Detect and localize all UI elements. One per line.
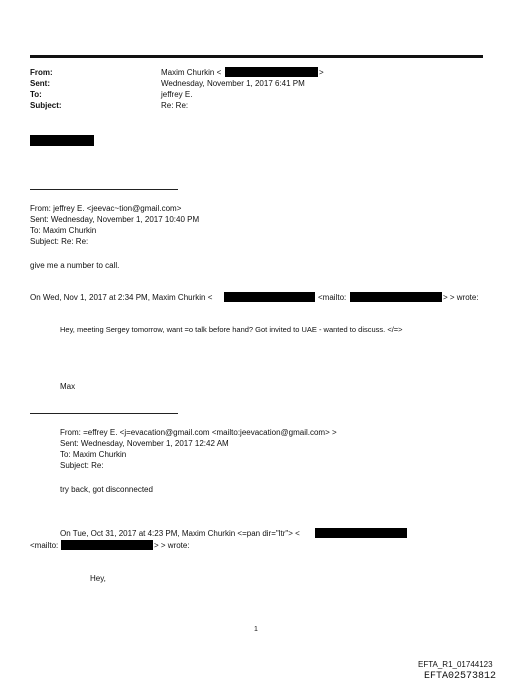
redaction-box <box>350 292 442 302</box>
header-top-rule <box>30 55 483 58</box>
from-label: From: <box>30 68 53 77</box>
redaction-box <box>224 292 315 302</box>
quote1-intro: On Wed, Nov 1, 2017 at 2:34 PM, Maxim Churkin < <box>30 293 213 302</box>
redaction-box <box>315 528 407 538</box>
sent-value: Wednesday, November 1, 2017 6:41 PM <box>161 79 305 88</box>
bates-number-2: EFTA02573812 <box>424 671 497 682</box>
reply1-to: To: Maxim Churkin <box>30 226 97 235</box>
bates-number-1: EFTA_R1_01744123 <box>418 660 493 669</box>
reply1-from: From: jeffrey E. <jeevac~tion@gmail.com> <box>30 204 182 213</box>
subject-value: Re: Re: <box>161 101 189 110</box>
sent-label: Sent: <box>30 79 50 88</box>
redaction-box <box>225 67 318 77</box>
from-value <box>161 68 221 78</box>
quote1-wrote: > > wrote: <box>443 293 479 302</box>
reply1-subject: Subject: Re: Re: <box>30 237 89 246</box>
to-value: jeffrey E. <box>161 90 193 99</box>
reply2-from: From: =effrey E. <j=evacation@gmail.com <mailto:jeevacation@gmail.com> > <box>60 428 337 437</box>
reply2-to: To: Maxim Churkin <box>60 450 127 459</box>
page-number: 1 <box>254 626 258 633</box>
reply1-body: give me a number to call. <box>30 261 120 270</box>
quote1-body: Hey, meeting Sergey tomorrow, want =o talk before hand? Got invited to UAE - wanted to discuss. </=> <box>60 325 403 334</box>
redaction-box <box>61 540 153 550</box>
reply2-sent: Sent: Wednesday, November 1, 2017 12:42 AM <box>60 439 229 448</box>
quote1-mailto: <mailto: <box>318 293 347 302</box>
quote2-intro: On Tue, Oct 31, 2017 at 4:23 PM, Maxim Churkin <=pan dir="ltr"> < <box>60 529 300 538</box>
subject-label: Subject: <box>30 101 62 110</box>
quote2-greeting: Hey, <box>90 574 106 583</box>
from-name: Maxim Churkin < <box>161 68 222 77</box>
from-tail: > <box>319 68 324 77</box>
reply1-sent: Sent: Wednesday, November 1, 2017 10:40 PM <box>30 215 200 224</box>
to-label: To: <box>30 90 42 99</box>
reply2-subject: Subject: Re: <box>60 461 104 470</box>
quote2-wrote: > > wrote: <box>154 541 190 550</box>
quote2-mailto: <mailto: <box>30 541 59 550</box>
separator-rule <box>30 413 178 414</box>
separator-rule <box>30 189 178 190</box>
redaction-box <box>30 135 94 146</box>
reply2-body: try back, got disconnected <box>60 485 153 494</box>
quote1-signature: Max <box>60 382 76 391</box>
